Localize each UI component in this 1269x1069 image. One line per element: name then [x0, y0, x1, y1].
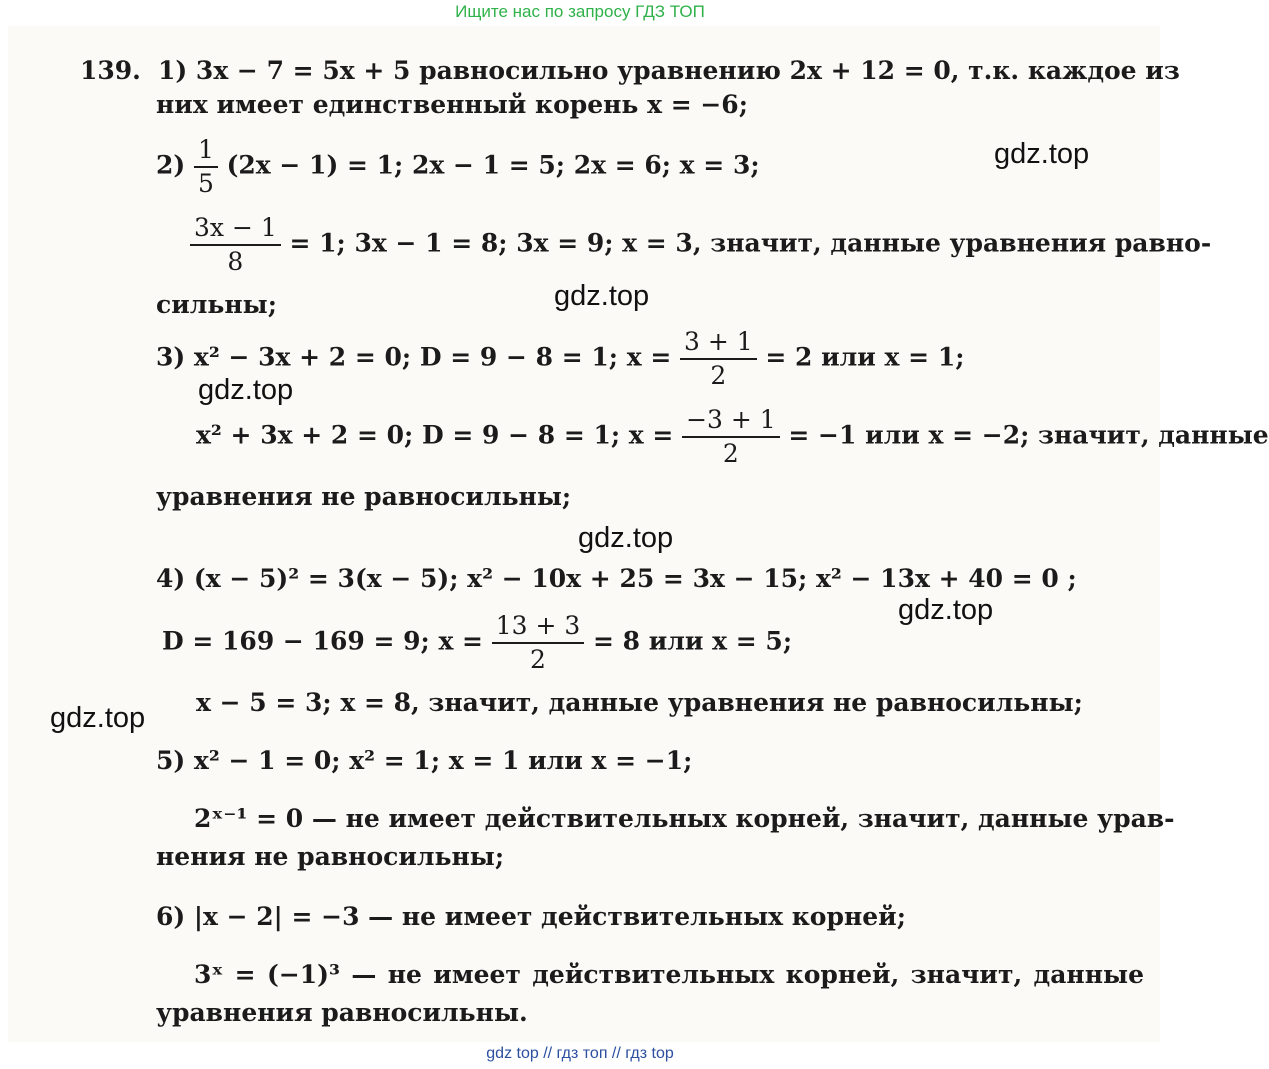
fraction-13-plus-3-over-2: [492, 610, 585, 676]
fraction-numerator: 1: [194, 134, 218, 168]
fraction-denominator: 8: [227, 247, 244, 276]
line-17: уравнения равносильны.: [156, 998, 528, 1027]
fraction-3-plus-1-over-2: [680, 326, 757, 392]
line-5: сильны;: [156, 290, 277, 319]
watermark: gdz.top: [198, 374, 294, 406]
line-12: 5) x² − 1 = 0; x² = 1; x = 1 или x = −1;: [156, 746, 693, 775]
fraction-denominator: 2: [722, 439, 739, 468]
line-6-start: 3) x² − 3x + 2 = 0; D = 9 − 8 = 1; x =: [156, 342, 672, 372]
footer-links[interactable]: gdz top // гдз топ // гдз top: [486, 1045, 674, 1062]
line-10: [162, 610, 792, 676]
line-14: нения не равносильны;: [156, 842, 505, 871]
line-6-end: = 2 или x = 1;: [765, 342, 965, 372]
fraction-numerator: −3 + 1: [682, 404, 780, 438]
line-9: 4) (x − 5)² = 3(x − 5); x² − 10x + 25 = 3x − 15; x² − 13x + 40 = 0 ;: [156, 564, 1077, 593]
fraction-numerator: 3 + 1: [680, 326, 757, 360]
search-banner: Ищите нас по запросу ГДЗ ТОП: [455, 2, 705, 21]
line-10-start: D = 169 − 169 = 9; x =: [162, 626, 483, 656]
line-3-equations: (2x − 1) = 1; 2x − 1 = 5; 2x = 6; x = 3;: [226, 150, 760, 180]
line-15: 6) |x − 2| = −3 — не имеет действительных корней;: [156, 902, 906, 931]
fraction-denominator: 5: [197, 169, 214, 198]
fraction-one-fifth: [194, 134, 218, 200]
fraction-denominator: 2: [710, 361, 727, 390]
line-13: 2ˣ⁻¹ = 0 — не имеет действительных корней, значит, данные урав-: [194, 804, 1175, 833]
line-1: 1) 3x − 7 = 5x + 5 равносильно уравнению 2x + 12 = 0, т.к. каждое из: [158, 56, 1180, 85]
problem-number: 139.: [80, 56, 141, 85]
line-2: них имеет единственный корень x = −6;: [156, 90, 748, 119]
line-3: [156, 134, 760, 200]
fraction-numerator: 3x − 1: [190, 212, 281, 246]
fraction-3x-minus-1-over-8: [190, 212, 281, 278]
line-7-end: = −1 или x = −2; значит, данные: [788, 420, 1269, 450]
line-16: 3ˣ = (−1)³ — не имеет действительных корней, значит, данные: [194, 960, 1144, 989]
watermark: gdz.top: [578, 522, 674, 554]
watermark: gdz.top: [898, 594, 994, 626]
fraction-numerator: 13 + 3: [492, 610, 585, 644]
line-7: [196, 404, 1269, 470]
fraction-minus3-plus-1-over-2: [682, 404, 780, 470]
line-4-equations: = 1; 3x − 1 = 8; 3x = 9; x = 3, значит, данные уравнения равно-: [289, 228, 1212, 258]
watermark: gdz.top: [50, 702, 146, 734]
item-2-label: 2): [156, 150, 186, 180]
line-4: [190, 212, 1211, 278]
line-8: уравнения не равносильны;: [156, 482, 572, 511]
line-10-end: = 8 или x = 5;: [593, 626, 793, 656]
watermark: gdz.top: [554, 280, 650, 312]
problem-number-line: [80, 56, 141, 85]
line-11: x − 5 = 3; x = 8, значит, данные уравнения не равносильны;: [196, 688, 1083, 717]
watermark: gdz.top: [994, 138, 1090, 170]
fraction-denominator: 2: [530, 645, 546, 674]
line-7-start: x² + 3x + 2 = 0; D = 9 − 8 = 1; x =: [196, 420, 674, 450]
